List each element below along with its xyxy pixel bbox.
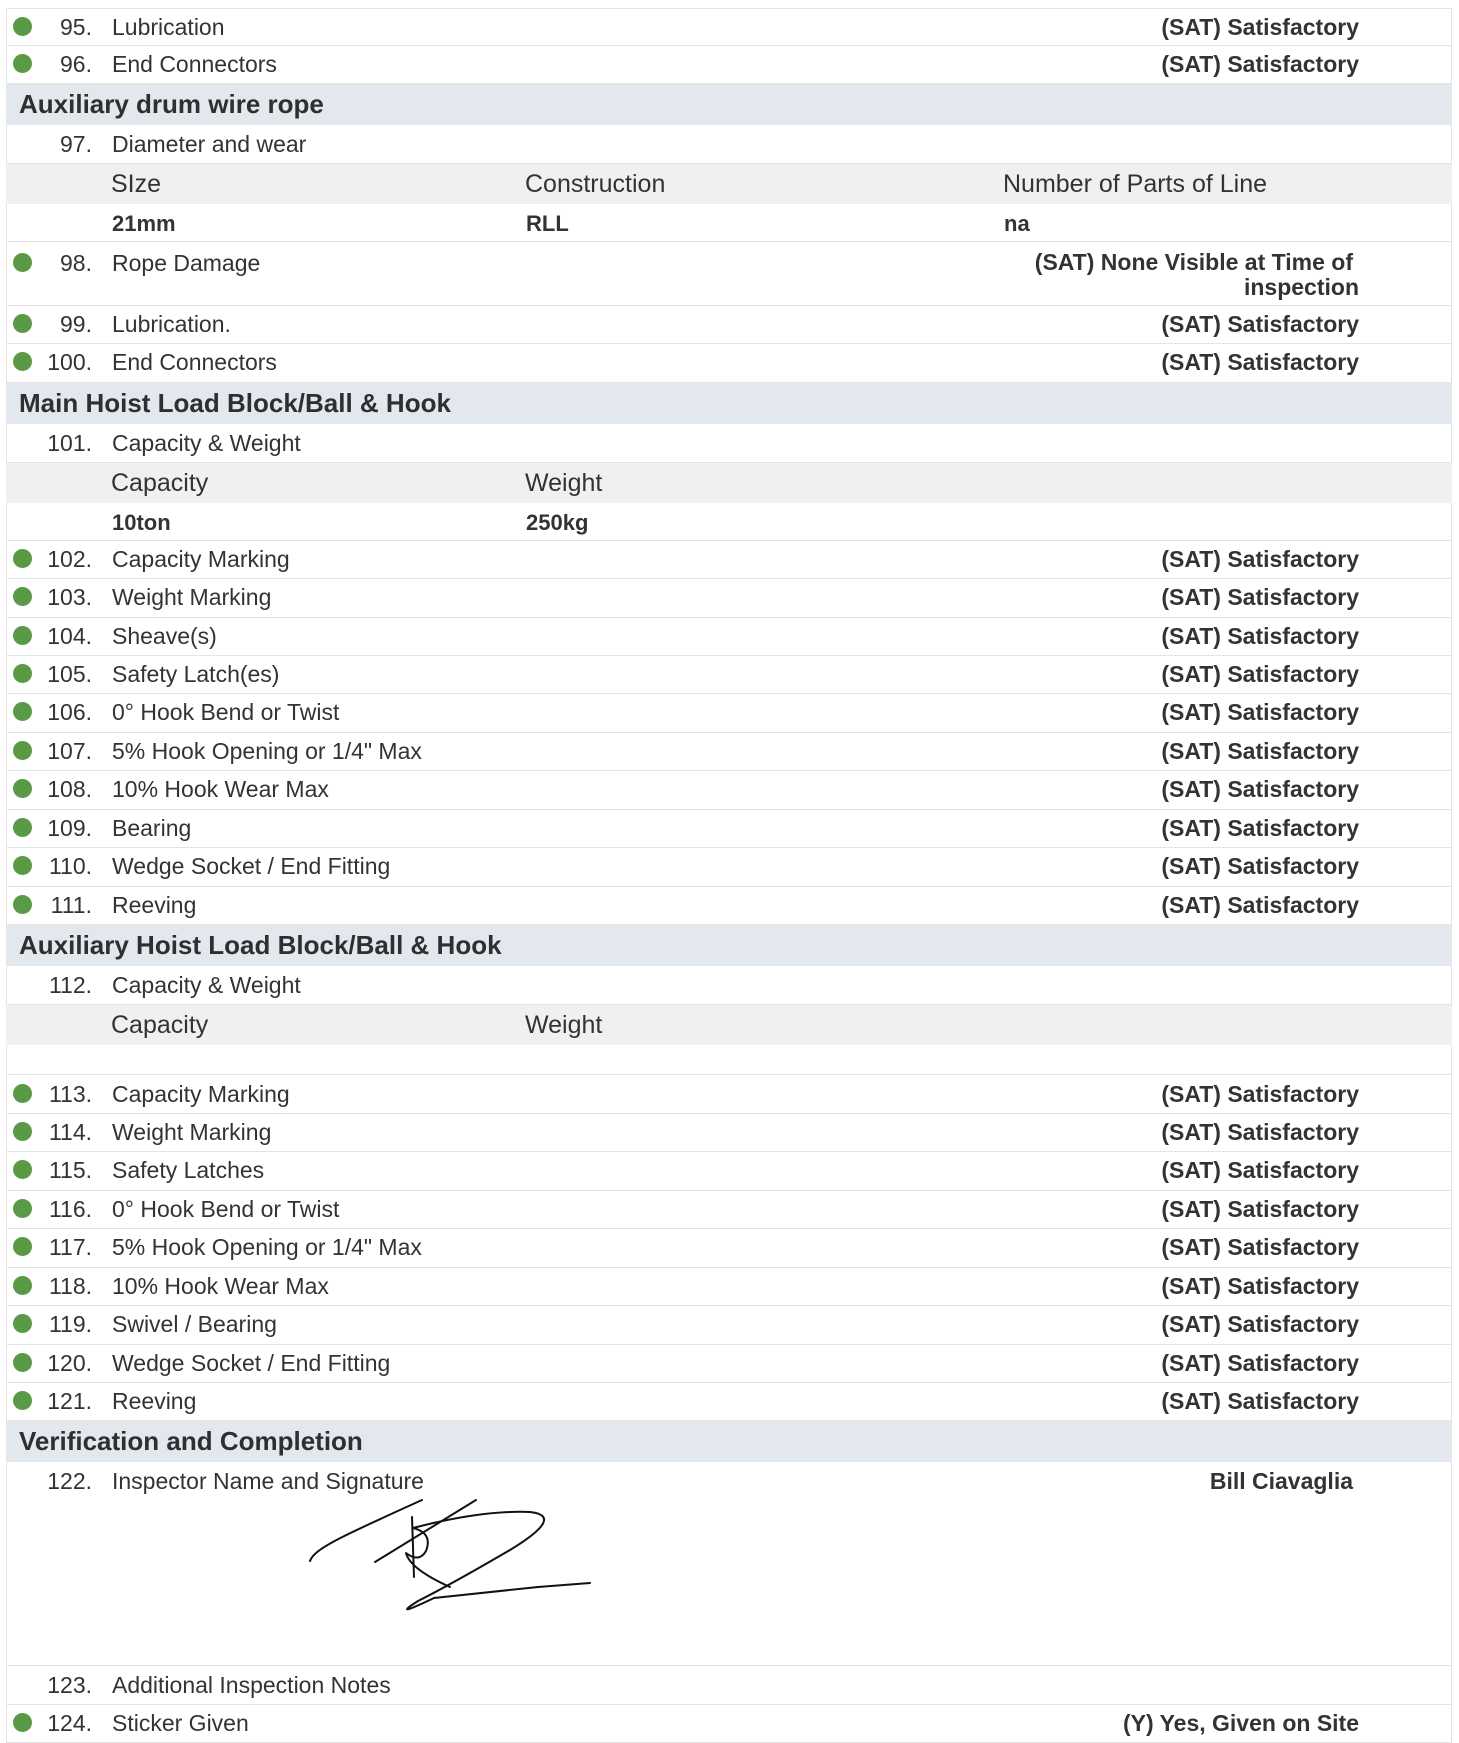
status-ok-icon (13, 702, 32, 721)
status-ok-icon (13, 895, 32, 914)
checklist-row-107 (6, 733, 1452, 771)
item-label: Rope Damage (112, 250, 261, 276)
subtable-header-97 (6, 164, 1452, 204)
checklist-row-113 (6, 1075, 1452, 1114)
item-result: (SAT) Satisfactory (1161, 738, 1359, 764)
checklist-row-105 (6, 656, 1452, 694)
subtable-header-101 (6, 463, 1452, 503)
checklist-row-98 (6, 242, 1452, 306)
item-result: (SAT) Satisfactory (1161, 1273, 1359, 1299)
inspector-name: Bill Ciavaglia (1209, 1468, 1353, 1494)
item-label: Safety Latches (112, 1157, 265, 1183)
column-header-weight: Weight (525, 469, 603, 497)
item-result: (SAT) Satisfactory (1161, 892, 1359, 918)
item-result: (SAT) Satisfactory (1161, 853, 1359, 879)
item-number: 111. (50, 892, 92, 918)
checklist-row-121 (6, 1383, 1452, 1421)
checklist-row-115 (6, 1152, 1452, 1191)
column-header-weight: Weight (525, 1011, 603, 1039)
status-ok-icon (13, 549, 32, 568)
item-result: (SAT) Satisfactory (1161, 1350, 1359, 1376)
item-label: Lubrication (112, 14, 225, 40)
item-number: 118. (48, 1273, 92, 1299)
item-result: (SAT) Satisfactory (1161, 1157, 1359, 1183)
item-number: 119. (48, 1311, 92, 1337)
item-result: (SAT) Satisfactory (1161, 1311, 1359, 1337)
item-number: 106. (47, 699, 92, 725)
checklist-row-103 (6, 579, 1452, 618)
checklist-row-102 (6, 541, 1452, 579)
item-number: 117. (48, 1234, 92, 1260)
value-weight: 250kg (526, 510, 589, 535)
checklist-row-95 (6, 8, 1452, 46)
item-number: 110. (48, 853, 92, 879)
item-label: 5% Hook Opening or 1/4" Max (112, 1234, 422, 1260)
item-label: Weight Marking (112, 1119, 272, 1145)
item-number: 114. (48, 1119, 92, 1145)
item-label: Sheave(s) (112, 623, 217, 649)
status-ok-icon (13, 352, 32, 371)
item-number: 99. (60, 311, 92, 337)
item-label: Reeving (112, 1388, 197, 1414)
item-number: 113. (48, 1081, 92, 1107)
status-ok-icon (13, 1122, 32, 1141)
column-header-capacity: Capacity (111, 469, 209, 497)
item-number: 112. (48, 972, 92, 998)
checklist-row-114 (6, 1114, 1452, 1152)
status-ok-icon (13, 253, 32, 272)
subtable-header-112 (6, 1005, 1452, 1045)
status-ok-icon (13, 1160, 32, 1179)
item-number: 97. (60, 131, 92, 157)
status-ok-icon (13, 1353, 32, 1372)
item-number: 105. (47, 661, 92, 687)
checklist-row-122 (6, 1462, 1452, 1666)
checklist-row-111 (6, 887, 1452, 925)
item-label: End Connectors (112, 349, 277, 375)
item-label: Additional Inspection Notes (112, 1672, 391, 1698)
item-result-line-1: (SAT) None Visible at Time of (1034, 249, 1353, 275)
section-header-main-hoist-block (6, 383, 1452, 424)
item-label: Wedge Socket / End Fitting (112, 853, 391, 879)
item-number: 100. (47, 349, 92, 375)
status-ok-icon (13, 1084, 32, 1103)
item-number: 122. (47, 1468, 92, 1494)
column-header-capacity: Capacity (111, 1011, 209, 1039)
item-label: Wedge Socket / End Fitting (112, 1350, 391, 1376)
item-label: Sticker Given (112, 1710, 249, 1736)
status-ok-icon (13, 818, 32, 837)
item-result: (SAT) Satisfactory (1161, 1081, 1359, 1107)
item-number: 123. (47, 1672, 92, 1698)
inspector-signature-image (300, 1497, 600, 1617)
section-title: Auxiliary drum wire rope (19, 89, 324, 119)
section-title: Verification and Completion (19, 1426, 363, 1456)
item-label: 0° Hook Bend or Twist (112, 1196, 340, 1222)
checklist-row-117 (6, 1229, 1452, 1268)
status-ok-icon (13, 314, 32, 333)
item-result: (SAT) Satisfactory (1161, 1119, 1359, 1145)
item-label: Swivel / Bearing (112, 1311, 277, 1337)
item-number: 107. (47, 738, 92, 764)
section-header-aux-hoist-block (6, 925, 1452, 966)
status-ok-icon (13, 741, 32, 760)
status-ok-icon (13, 626, 32, 645)
checklist-row-123 (6, 1666, 1452, 1705)
value-capacity: 10ton (112, 510, 171, 535)
item-result: (SAT) Satisfactory (1161, 623, 1359, 649)
status-ok-icon (13, 1314, 32, 1333)
item-number: 109. (47, 815, 92, 841)
subtable-values-97 (6, 204, 1452, 242)
status-ok-icon (13, 1199, 32, 1218)
checklist-row-109 (6, 810, 1452, 848)
status-ok-icon (13, 856, 32, 875)
item-number: 120. (47, 1350, 92, 1376)
subtable-values-101 (6, 503, 1452, 541)
item-label: Weight Marking (112, 584, 272, 610)
item-result: (SAT) Satisfactory (1161, 776, 1359, 802)
checklist-row-110 (6, 848, 1452, 887)
checklist-row-116 (6, 1191, 1452, 1229)
checklist-row-106 (6, 694, 1452, 733)
item-number: 108. (47, 776, 92, 802)
item-label: Lubrication. (112, 311, 231, 337)
item-label: Capacity & Weight (112, 972, 301, 998)
checklist-row-96 (6, 46, 1452, 84)
item-result-line-2: inspection (1243, 274, 1359, 300)
checklist-row-104 (6, 618, 1452, 656)
item-label: 10% Hook Wear Max (112, 776, 329, 802)
item-label: Diameter and wear (112, 131, 307, 157)
section-title: Auxiliary Hoist Load Block/Ball & Hook (19, 930, 502, 960)
item-label: 5% Hook Opening or 1/4" Max (112, 738, 422, 764)
value-size: 21mm (112, 211, 176, 236)
status-ok-icon (13, 779, 32, 798)
column-header-size: SIze (111, 170, 162, 198)
status-ok-icon (13, 1276, 32, 1295)
item-label: Capacity & Weight (112, 430, 301, 456)
value-parts-of-line: na (1004, 211, 1030, 236)
item-label: Reeving (112, 892, 197, 918)
column-header-parts-of-line: Number of Parts of Line (1003, 170, 1268, 198)
item-result: (SAT) Satisfactory (1161, 1234, 1359, 1260)
item-number: 103. (47, 584, 92, 610)
checklist-row-118 (6, 1268, 1452, 1306)
item-result: (SAT) Satisfactory (1161, 546, 1359, 572)
checklist-row-101 (6, 424, 1452, 463)
item-label: Capacity Marking (112, 546, 290, 572)
value-construction: RLL (526, 211, 569, 236)
item-label: End Connectors (112, 51, 277, 77)
checklist-row-108 (6, 771, 1452, 810)
item-result: (SAT) Satisfactory (1161, 1388, 1359, 1414)
status-ok-icon (13, 587, 32, 606)
item-result: (SAT) Satisfactory (1161, 699, 1359, 725)
status-ok-icon (13, 54, 32, 73)
status-ok-icon (13, 664, 32, 683)
checklist-row-112 (6, 966, 1452, 1005)
item-label: Capacity Marking (112, 1081, 290, 1107)
item-label: Bearing (112, 815, 192, 841)
item-label: Safety Latch(es) (112, 661, 280, 687)
checklist-row-97 (6, 125, 1452, 164)
item-label: Inspector Name and Signature (112, 1468, 424, 1494)
subtable-values-112-empty (6, 1045, 1452, 1075)
item-number: 121. (47, 1388, 92, 1414)
checklist-row-124 (6, 1705, 1452, 1743)
item-number: 95. (60, 14, 92, 40)
status-ok-icon (13, 1237, 32, 1256)
status-ok-icon (13, 1713, 32, 1732)
item-number: 104. (47, 623, 92, 649)
item-result: (SAT) Satisfactory (1161, 311, 1359, 337)
checklist-row-120 (6, 1345, 1452, 1383)
item-result: (SAT) Satisfactory (1161, 1196, 1359, 1222)
section-title: Main Hoist Load Block/Ball & Hook (19, 388, 451, 418)
checklist-row-100 (6, 344, 1452, 383)
column-header-construction: Construction (525, 170, 666, 198)
item-number: 96. (60, 51, 92, 77)
item-number: 124. (47, 1710, 92, 1736)
checklist-row-99 (6, 306, 1452, 344)
item-number: 101. (47, 430, 92, 456)
item-result: (SAT) Satisfactory (1161, 349, 1359, 375)
item-number: 115. (48, 1157, 92, 1183)
item-label: 0° Hook Bend or Twist (112, 699, 340, 725)
item-number: 98. (60, 250, 92, 276)
item-result: (SAT) Satisfactory (1161, 584, 1359, 610)
item-result: (SAT) Satisfactory (1161, 815, 1359, 841)
item-result: (SAT) Satisfactory (1161, 51, 1359, 77)
section-header-aux-drum-wire-rope (6, 84, 1452, 125)
item-label: 10% Hook Wear Max (112, 1273, 329, 1299)
item-result: (SAT) Satisfactory (1161, 14, 1359, 40)
section-header-verification (6, 1421, 1452, 1462)
item-result: (Y) Yes, Given on Site (1122, 1710, 1359, 1736)
item-result: (SAT) Satisfactory (1161, 661, 1359, 687)
status-ok-icon (13, 1391, 32, 1410)
item-number: 116. (48, 1196, 92, 1222)
status-ok-icon (13, 17, 32, 36)
item-number: 102. (47, 546, 92, 572)
checklist-row-119 (6, 1306, 1452, 1345)
